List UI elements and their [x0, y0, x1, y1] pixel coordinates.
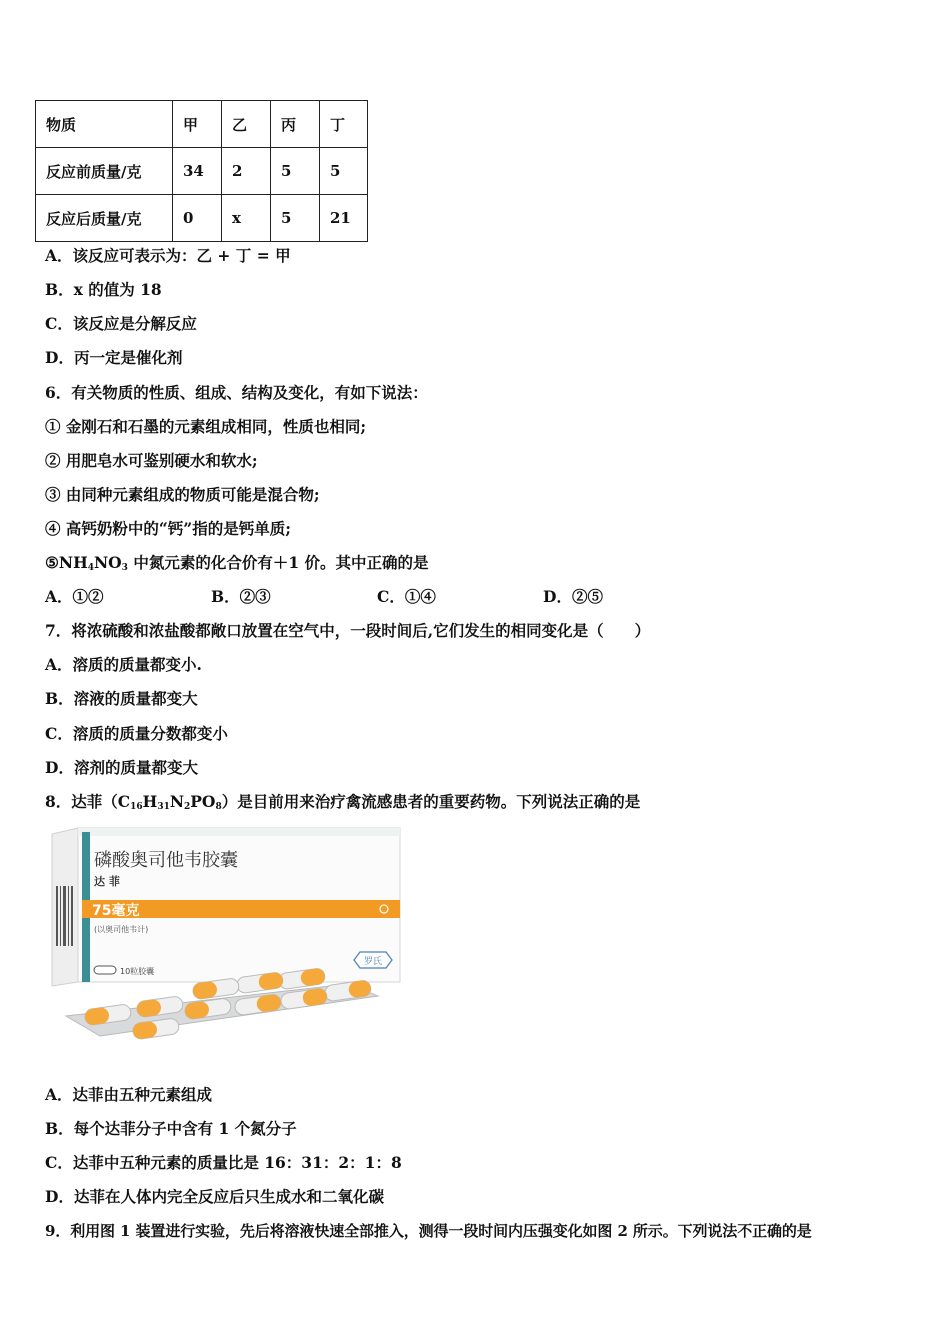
- table-cell: 5: [320, 148, 368, 195]
- mass-table: [35, 100, 368, 242]
- q9-stem: 9．利用图 1 装置进行实验，先后将溶液快速全部推入，测得一段时间内压强变化如图 2 所示。下列说法不正确的是: [45, 1222, 812, 1240]
- capsule-icon: [94, 966, 116, 974]
- q6-option-a: A．①②: [45, 587, 104, 606]
- box-dose: 75毫克: [92, 903, 140, 919]
- q6-item-3: ③ 由同种元素组成的物质可能是混合物;: [45, 485, 320, 504]
- q8-option-a: A．达菲由五种元素组成: [45, 1085, 213, 1104]
- table-cell: 甲: [173, 101, 222, 148]
- table-cell: 21: [320, 195, 368, 242]
- box-brand: 达 菲: [94, 875, 120, 888]
- q5-option-b: B．x 的值为 18: [45, 280, 162, 299]
- tamiflu-product-image: [48, 826, 408, 1054]
- q8-option-b: B．每个达菲分子中含有 1 个氮分子: [45, 1119, 297, 1138]
- q7-option-b: B．溶液的质量都变大: [45, 689, 198, 708]
- table-cell: x: [222, 195, 271, 242]
- table-cell: 物质: [36, 101, 173, 148]
- table-cell: 丁: [320, 101, 368, 148]
- q5-option-d: D．丙一定是催化剂: [45, 348, 183, 367]
- q6-item-1: ① 金刚石和石墨的元素组成相同，性质也相同;: [45, 417, 367, 436]
- q7-option-c: C．溶质的质量分数都变小: [45, 724, 228, 743]
- table-cell: 5: [271, 148, 320, 195]
- table-cell: 乙: [222, 101, 271, 148]
- q5-option-c: C．该反应是分解反应: [45, 314, 197, 333]
- q6-stem: 6．有关物质的性质、组成、结构及变化，有如下说法：: [45, 383, 428, 402]
- table-row: [36, 148, 368, 195]
- box-count: 10粒胶囊: [120, 967, 155, 976]
- q6-option-c: C．①④: [377, 587, 436, 606]
- q7-option-a: A．溶质的质量都变小.: [45, 655, 202, 674]
- q6-option-d: D．②⑤: [543, 587, 603, 606]
- table-cell: 丙: [271, 101, 320, 148]
- table-cell: 0: [173, 195, 222, 242]
- q8-option-c: C．达菲中五种元素的质量比是 16：31：2：1：8: [45, 1153, 402, 1172]
- q7-stem: 7．将浓硫酸和浓盐酸都敞口放置在空气中，一段时间后,它们发生的相同变化是（ ）: [45, 621, 651, 640]
- q6-option-b: B．②③: [211, 587, 271, 606]
- q6-item-2: ② 用肥皂水可鉴别硬水和软水;: [45, 451, 258, 470]
- q7-option-d: D．溶剂的质量都变大: [45, 758, 198, 777]
- box-maker: 罗氏: [364, 957, 383, 967]
- box-note: (以奥司他韦计): [94, 925, 149, 934]
- q6-item-5: $⑤NH_4NO_3$ 中氮元素的化合价有＋1 价。其中正确的是: [45, 553, 429, 573]
- table-cell: 2: [222, 148, 271, 195]
- table-cell: 反应前质量/克: [36, 148, 173, 195]
- table-cell: 反应后质量/克: [36, 195, 173, 242]
- q8-option-d: D．达菲在人体内完全反应后只生成水和二氧化碳: [45, 1187, 384, 1206]
- table-header-row: [36, 101, 368, 148]
- q8-stem: 8．达菲$(C_{16}H_{31}N_2PO_8)$是目前用来治疗禽流感患者的重要药物。下列说法正确的是: [45, 792, 641, 812]
- q5-option-a: A．该反应可表示为：乙 + 丁 = 甲: [45, 246, 291, 265]
- table-row: [36, 195, 368, 242]
- table-cell: 5: [271, 195, 320, 242]
- q6-item-4: ④ 高钙奶粉中的“钙”指的是钙单质;: [45, 519, 291, 538]
- box-title: 磷酸奥司他韦胶囊: [94, 850, 238, 871]
- table-cell: 34: [173, 148, 222, 195]
